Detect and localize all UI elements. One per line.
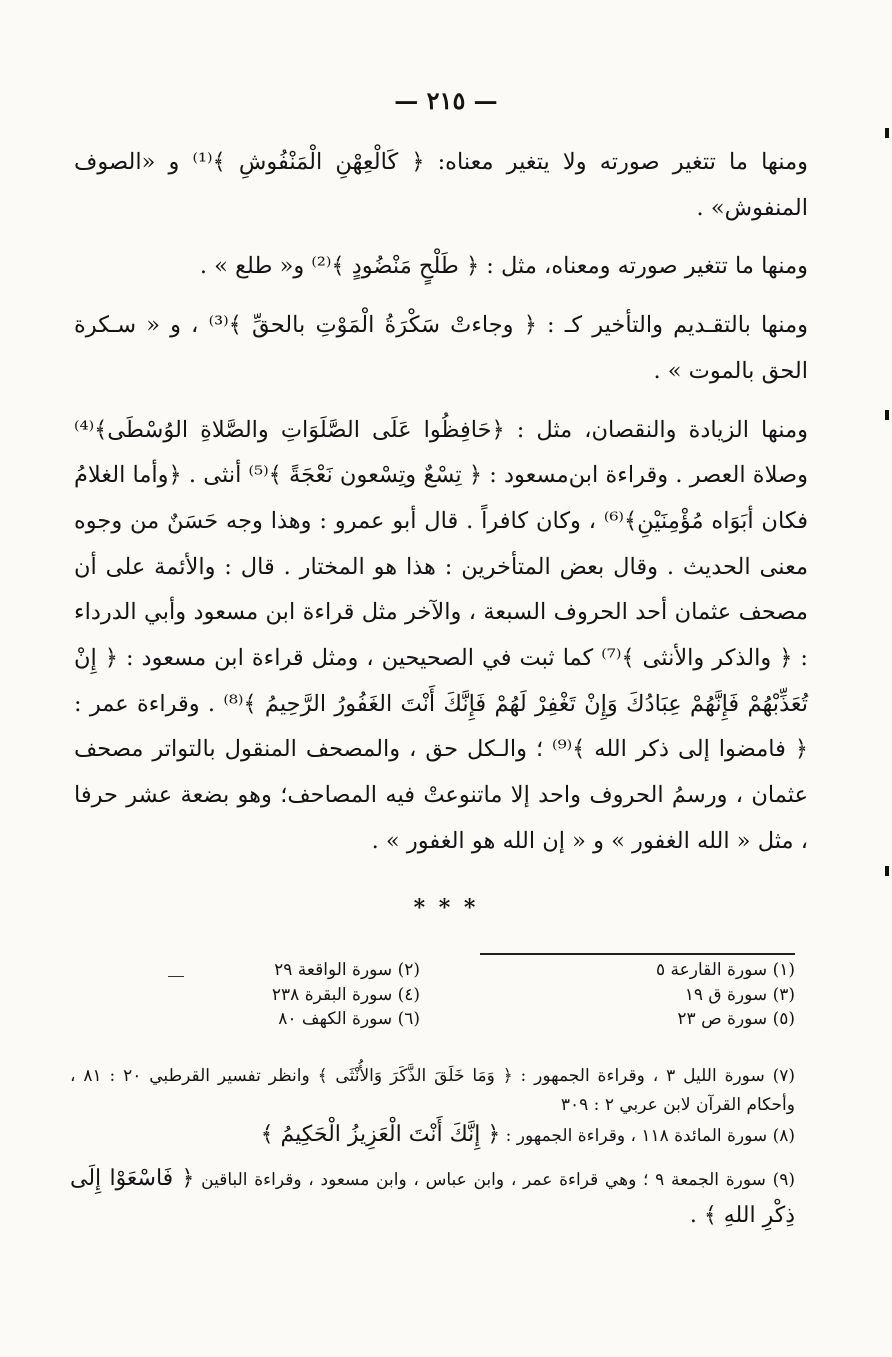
footnote-row (210, 983, 795, 1008)
footnote-rule (480, 953, 795, 955)
footnote-row (210, 958, 795, 983)
footnote-5: (٥) سورة ص ٢٣ (677, 1009, 795, 1029)
footnote-8 (70, 1120, 795, 1151)
footnote-9-quote: ﴿ فَاسْعَوْا إِلَى ذِكْرِ اللهِ ﴾ . (70, 1166, 795, 1228)
footnote-2: (٢) سورة الواقعة ٢٩ (274, 960, 420, 980)
margin-mark (885, 410, 889, 420)
section-separator: * * * (413, 895, 479, 921)
footnote-1: (١) سورة القارعة ٥ (655, 960, 795, 980)
paragraph-3: ومنها بالتقـديم والتأخير كـ : ﴿ وجاءتْ سَكْرَةُ الْمَوْتِ بالحقِّ ﴾⁽³⁾ ، و « سـكرة الحق بالموت » . (74, 312, 808, 384)
print-speck (168, 976, 184, 977)
footnote-9 (70, 1161, 795, 1235)
paragraph-4: ومنها الزيادة والنقصان، مثل : ﴿حَافِظُوا عَلَى الصَّلَوَاتِ والصَّلاةِ الوُسْطَى﴾⁽⁴⁾وصلاة العصر . وقراءة ابن‌مسعود : ﴿ تِسْعٌ وتِسْعون نَعْجَةً ﴾⁽⁵⁾ أنثى . ﴿وأما الغلامُ فكان أبَوَاه مُؤْمِنَيْنِ﴾⁽⁶⁾ ، وكان كافراً . قال أبو عمرو : وهذا وجه حَسَنٌ من وجوه معنى الحديث . وقال بعض المتأخرين : هذا هو المختار . قال : والأئمة على أن مصحف عثمان أحد الحروف السبعة ، والآخر مثل قراءة ابن مسعود وأبي الدرداء : ﴿ والذكر والأنثى ﴾⁽⁷⁾ كما ثبت في الصحيحين ، ومثل قراءة ابن مسعود : ﴿ إِنْ تُعَذِّبْهُمْ فَإِنَّهُمْ عِبَادُكَ وَإِنْ تَغْفِرْ لَهُمْ فَإِنَّكَ أَنْتَ الغَفُورُ الرَّحِيمُ ﴾⁽⁸⁾ . وقراءة عمر : ﴿ فامضوا إلى ذكر الله ﴾⁽⁹⁾ ؛ والـكل حق ، والمصحف المنقول بالتواتر مصحف عثمان ، ورسمُ الحروف واحد إلا ماتنوعتْ فيه المصاحف؛ وهو بضعة عشر حرفا ، مثل « الله الغفور » و « إن الله هو الغفور » . (74, 416, 808, 854)
footnote-7: (٧) سورة الليل ٣ ، وقراءة الجمهور : ﴿ وَمَا خَلَقَ الذَّكَرَ وَالأُنْثَى ﴾ وانظر تفسير القرطبي ٢٠ : ٨١ ، وأحكام القرآن لابن عربي ٢ : ٣٠٩ (70, 1066, 795, 1115)
footnotes-long (70, 1062, 795, 1235)
paragraph-2: ومنها ما تتغير صورته ومعناه، مثل : ﴿ طَلْحٍ مَنْضُودٍ ﴾⁽²⁾ و« طلع » . (199, 253, 808, 280)
page-number: — ٢١٥ — (394, 86, 498, 115)
footnote-9-text: (٩) سورة الجمعة ٩ ؛ وهي قراءة عمر ، وابن عباس ، وابن مسعود ، وقراءة الباقين (194, 1170, 795, 1190)
footnotes-short (210, 958, 795, 1032)
main-text (74, 140, 808, 865)
margin-mark (885, 866, 889, 876)
footnote-8-text: (٨) سورة المائدة ١١٨ ، وقراءة الجمهور : (500, 1126, 795, 1146)
footnote-3: (٣) سورة ق ١٩ (684, 984, 795, 1005)
footnote-6: (٦) سورة الكهف ٨٠ (278, 1009, 420, 1029)
margin-mark (885, 128, 889, 138)
footnote-4: (٤) سورة البقرة ٢٣٨ (271, 984, 420, 1005)
footnote-row (210, 1007, 795, 1032)
paragraph-1: ومنها ما تتغير صورته ولا يتغير معناه: ﴿ كَالْعِهْنِ الْمَنْفُوشِ ﴾⁽¹⁾ و «الصوف المنفوش» . (74, 149, 809, 221)
footnote-8-quote: ﴿ إِنَّكَ أَنْتَ الْعَزِيزُ الْحَكِيمُ ﴾ (260, 1122, 501, 1147)
